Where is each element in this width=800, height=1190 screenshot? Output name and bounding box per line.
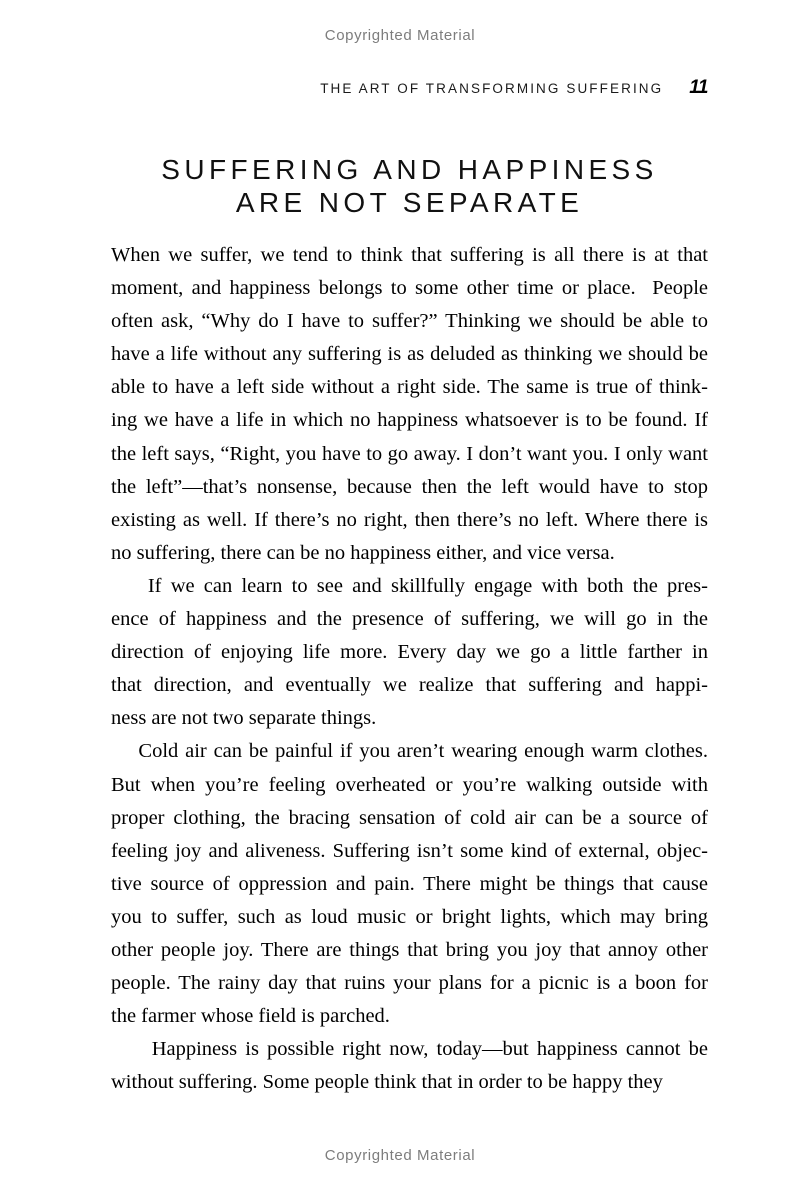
text-line: ness are not two separate things. — [111, 707, 377, 730]
para-1 — [111, 239, 708, 570]
copyright-watermark-top: Copyrighted Material — [324, 27, 476, 44]
chapter-title-line-2: ARE NOT SEPARATE — [235, 186, 584, 218]
text-line: you to suffer, such as loud music or bright lights, which may bring — [111, 905, 708, 928]
text-line: direction of enjoying life more. Every day we go a little farther in — [111, 641, 708, 664]
chapter-title-line-1: SUFFERING AND HAPPINESS — [161, 153, 658, 185]
text-line: Cold air can be painful if you aren’t wearing enough warm clothes. — [111, 740, 708, 763]
text-line: If we can learn to see and skillfully engage with both the pres- — [111, 574, 708, 597]
text-line: the left says, “Right, you have to go away. I don’t want you. I only want — [111, 442, 708, 465]
page-number: 11 — [689, 77, 708, 98]
text-line: that direction, and eventually we realize that suffering and happi- — [111, 674, 708, 697]
text-line: have a life without any suffering is as deluded as thinking we should be — [111, 343, 708, 366]
text-line: Happiness is possible right now, today—but happiness cannot be — [111, 1038, 708, 1061]
para-2 — [111, 570, 708, 735]
text-line: But when you’re feeling overheated or you’re walking outside with — [111, 773, 708, 796]
text-line: other people joy. There are things that bring you joy that annoy other — [111, 938, 708, 961]
copyright-watermark-bottom: Copyrighted Material — [324, 1147, 476, 1164]
running-head-title: THE ART OF TRANSFORMING SUFFERING — [320, 81, 664, 96]
text-line: no suffering, there can be no happiness either, and vice versa. — [111, 541, 615, 564]
text-line: able to have a left side without a right side. The same is true of think- — [111, 376, 708, 399]
text-line: ence of happiness and the presence of suffering, we will go in the — [111, 608, 708, 631]
text-line: the left”—that’s nonsense, because then the left would have to stop — [111, 475, 708, 498]
text-line: existing as well. If there’s no right, then there’s no left. Where there is — [111, 508, 708, 531]
text-line: moment, and happiness belongs to some other time or place. People — [111, 277, 708, 300]
text-line: proper clothing, the bracing sensation of cold air can be a source of — [111, 806, 708, 829]
text-line: When we suffer, we tend to think that suffering is all there is at that — [111, 244, 708, 266]
chapter-title — [111, 153, 708, 219]
running-head — [111, 77, 708, 99]
text-line: the farmer whose field is parched. — [111, 1005, 390, 1028]
para-4 — [111, 1033, 708, 1099]
text-line: ing we have a life in which no happiness whatsoever is to be found. If — [111, 409, 708, 432]
text-line: feeling joy and aliveness. Suffering isn’t some kind of external, objec- — [111, 839, 708, 862]
para-3 — [111, 735, 708, 1033]
text-line: without suffering. Some people think that in order to be happy they — [111, 1071, 663, 1094]
text-line: tive source of oppression and pain. There might be things that cause — [111, 872, 708, 895]
text-line: often ask, “Why do I have to suffer?” Thinking we should be able to — [111, 310, 708, 333]
text-line: people. The rainy day that ruins your plans for a picnic is a boon for — [111, 972, 708, 995]
body-text — [111, 239, 708, 1099]
